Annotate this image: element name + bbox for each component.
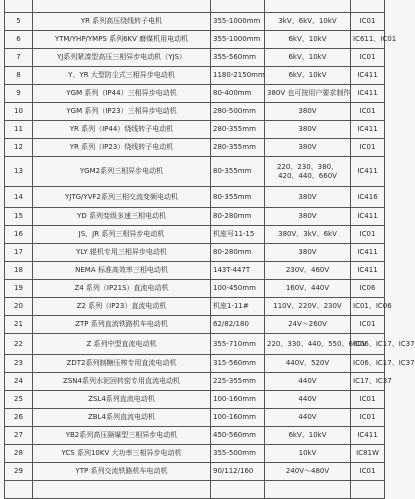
frame-size-range xyxy=(211,0,265,13)
frame-size-range: 315-560mm xyxy=(211,355,265,373)
row-number: 9 xyxy=(5,85,33,103)
table-row xyxy=(5,157,385,187)
cooling-method: IC01 xyxy=(351,226,385,244)
motor-series-name: YGM 系列（IP23）三相异步电动机 xyxy=(33,103,211,121)
row-number: 10 xyxy=(5,103,33,121)
rated-voltage: 160V、440V xyxy=(265,280,351,298)
frame-size-range: 80-280mm xyxy=(211,244,265,262)
cooling-method: IC01 xyxy=(351,463,385,481)
cooling-method: IC81W xyxy=(351,445,385,463)
motor-series-name: YGM2系列三相异步电动机 xyxy=(33,157,211,187)
cooling-method: IC411 xyxy=(351,85,385,103)
cooling-method: IC411 xyxy=(351,244,385,262)
cooling-method: IC411 xyxy=(351,427,385,445)
frame-size-range: 355-500mm xyxy=(211,445,265,463)
rated-voltage: 380V 也可按用户要求制作 xyxy=(265,85,351,103)
cooling-method: IC01 xyxy=(351,139,385,157)
table-row xyxy=(5,49,385,67)
cooling-method: IC06、IC17、IC37 xyxy=(351,355,385,373)
cooling-method: IC01、IC06 xyxy=(351,298,385,316)
frame-size-range: 机座号11-15 xyxy=(211,226,265,244)
cooling-method: IC01 xyxy=(351,409,385,427)
row-number: 19 xyxy=(5,280,33,298)
frame-size-range xyxy=(211,481,265,499)
motor-series-name: YR 系列高压绕线转子电机 xyxy=(33,13,211,31)
frame-size-range: 355-710mm xyxy=(211,334,265,355)
rated-voltage: 440V、520V xyxy=(265,355,351,373)
frame-size-range: 62/82/180 xyxy=(211,316,265,334)
table-row xyxy=(5,427,385,445)
cooling-method: IC411 xyxy=(351,157,385,187)
cooling-method: IC411 xyxy=(351,208,385,226)
row-number xyxy=(5,0,33,13)
motor-series-name: ZTP 系列直流铁路机车电动机 xyxy=(33,316,211,334)
table-row xyxy=(5,373,385,391)
rated-voltage: 220、330、440、550、660V xyxy=(265,334,351,355)
table-row xyxy=(5,262,385,280)
rated-voltage: 6kV、10kV xyxy=(265,427,351,445)
rated-voltage: 6kV、10kV xyxy=(265,67,351,85)
row-number: 25 xyxy=(5,391,33,409)
frame-size-range: 355-1000mm xyxy=(211,13,265,31)
frame-size-range: 100-160mm xyxy=(211,409,265,427)
frame-size-range: 280-355mm xyxy=(211,121,265,139)
rated-voltage: 220、230、380、420、440、660V xyxy=(265,157,351,187)
motor-series-name: YJTG/YVF2系列三相交流变频电动机 xyxy=(33,187,211,208)
cooling-method: IC01 xyxy=(351,13,385,31)
motor-series-name: YD 系列变级多速三相电动机 xyxy=(33,208,211,226)
motor-spec-table xyxy=(4,0,415,499)
row-number: 5 xyxy=(5,13,33,31)
table-row xyxy=(5,334,385,355)
cooling-method: IC411 xyxy=(351,121,385,139)
row-number: 18 xyxy=(5,262,33,280)
table-body xyxy=(5,0,415,499)
table-row xyxy=(5,244,385,262)
frame-size-range: 80-280mm xyxy=(211,208,265,226)
rated-voltage: 380V xyxy=(265,103,351,121)
rated-voltage: 110V、220V、230V xyxy=(265,298,351,316)
rated-voltage xyxy=(265,481,351,499)
motor-series-name: ZSN4系列水泥回转窑专用直流电动机 xyxy=(33,373,211,391)
motor-series-name: ZSL4系列直流电动机 xyxy=(33,391,211,409)
motor-series-name: YLY 辊机专用三相异步电动机 xyxy=(33,244,211,262)
cooling-method: IC01 xyxy=(351,103,385,121)
rated-voltage: 380V xyxy=(265,187,351,208)
motor-series-name: Y、YR 大型防尘式三相异步电动机 xyxy=(33,67,211,85)
motor-series-name: YB2系列高压隔爆型三相异步电动机 xyxy=(33,427,211,445)
frame-size-range: 1180-2150mm xyxy=(211,67,265,85)
cooling-method: IC01 xyxy=(351,391,385,409)
row-number: 6 xyxy=(5,31,33,49)
table-row xyxy=(5,463,385,481)
table-row xyxy=(5,316,385,334)
rated-voltage: 3kV、6kV、10kV xyxy=(265,13,351,31)
cooling-method: IC06 xyxy=(351,280,385,298)
rated-voltage: 380V xyxy=(265,139,351,157)
frame-size-range: 355-1000mm xyxy=(211,31,265,49)
rated-voltage: 440V xyxy=(265,373,351,391)
frame-size-range: 80-355mm xyxy=(211,157,265,187)
rated-voltage: 6kV、10kV xyxy=(265,31,351,49)
frame-size-range: 143T-447T xyxy=(211,262,265,280)
row-number: 23 xyxy=(5,355,33,373)
frame-size-range: 355-560mm xyxy=(211,49,265,67)
motor-series-name xyxy=(33,481,211,499)
cooling-method: IC411 xyxy=(351,262,385,280)
motor-series-name: YR 系列（IP23）绕线转子电动机 xyxy=(33,139,211,157)
table-row xyxy=(5,445,385,463)
row-number: 27 xyxy=(5,427,33,445)
motor-series-name: ZDT2系列制糖压榨专用直流电动机 xyxy=(33,355,211,373)
motor-series-name: JS、JR 系列三相异步电动机 xyxy=(33,226,211,244)
cooling-method: IC411 xyxy=(351,67,385,85)
motor-series-name: Z4 系列（IP21S）直流电动机 xyxy=(33,280,211,298)
table-row xyxy=(5,121,385,139)
table-row xyxy=(5,0,385,13)
table-row xyxy=(5,298,385,316)
rated-voltage: 10kV xyxy=(265,445,351,463)
table-row xyxy=(5,391,385,409)
frame-size-range: 280-355mm xyxy=(211,139,265,157)
table-row xyxy=(5,139,385,157)
rated-voltage: 380V、3kV、6kV xyxy=(265,226,351,244)
table-row xyxy=(5,85,385,103)
table-row xyxy=(5,208,385,226)
cooling-method xyxy=(351,0,385,13)
motor-series-name: ZBL4系列直流电动机 xyxy=(33,409,211,427)
frame-size-range: 80-400mm xyxy=(211,85,265,103)
table-row xyxy=(5,13,385,31)
motor-series-name: YR 系列（IP44）绕线转子电动机 xyxy=(33,121,211,139)
rated-voltage: 380V xyxy=(265,244,351,262)
row-number: 29 xyxy=(5,463,33,481)
frame-size-range: 225-355mm xyxy=(211,373,265,391)
cooling-method: IC416 xyxy=(351,187,385,208)
frame-size-range: 80-355mm xyxy=(211,187,265,208)
rated-voltage: 240V～480V xyxy=(265,463,351,481)
table-row xyxy=(5,67,385,85)
frame-size-range: 90/112/160 xyxy=(211,463,265,481)
row-number xyxy=(5,481,33,499)
cooling-method: IC01 xyxy=(351,49,385,67)
frame-size-range: 100-450mm xyxy=(211,280,265,298)
table-row xyxy=(5,409,385,427)
table-row xyxy=(5,103,385,121)
row-number: 8 xyxy=(5,67,33,85)
cooling-method: IC17、IC37 xyxy=(351,373,385,391)
table-row xyxy=(5,481,385,499)
cooling-method: IC06、IC17、IC37 xyxy=(351,334,385,355)
motor-series-name: NEMA 标准高效率三相电动机 xyxy=(33,262,211,280)
row-number: 24 xyxy=(5,373,33,391)
row-number: 17 xyxy=(5,244,33,262)
row-number: 7 xyxy=(5,49,33,67)
row-number: 20 xyxy=(5,298,33,316)
row-number: 15 xyxy=(5,208,33,226)
table-row xyxy=(5,355,385,373)
row-number: 28 xyxy=(5,445,33,463)
table-row xyxy=(5,226,385,244)
table-row xyxy=(5,187,385,208)
row-number: 12 xyxy=(5,139,33,157)
rated-voltage: 380V xyxy=(265,121,351,139)
frame-size-range: 450-560mm xyxy=(211,427,265,445)
row-number: 13 xyxy=(5,157,33,187)
rated-voltage: 440V xyxy=(265,391,351,409)
rated-voltage: 380V xyxy=(265,208,351,226)
motor-series-name: Z 系列中型直流电动机 xyxy=(33,334,211,355)
row-number: 11 xyxy=(5,121,33,139)
row-number: 16 xyxy=(5,226,33,244)
row-number: 26 xyxy=(5,409,33,427)
frame-size-range: 100-160mm xyxy=(211,391,265,409)
row-number: 22 xyxy=(5,334,33,355)
motor-series-name: YTM/YHP/YMPS 系列6KV 磨煤机用电动机 xyxy=(33,31,211,49)
rated-voltage: 440V xyxy=(265,409,351,427)
frame-size-range: 280-500mm xyxy=(211,103,265,121)
table-row xyxy=(5,280,385,298)
motor-series-name: YCS 系列10KV 大功率三相异步电动机 xyxy=(33,445,211,463)
motor-series-name: YTP 系列交流铁路机车电动机 xyxy=(33,463,211,481)
rated-voltage: 6kV、10kV xyxy=(265,49,351,67)
row-number: 21 xyxy=(5,316,33,334)
motor-series-name: YJ系列紧凑型高压三相异步电动机（YJS） xyxy=(33,49,211,67)
rated-voltage xyxy=(265,0,351,13)
cooling-method: IC01 xyxy=(351,316,385,334)
row-number: 14 xyxy=(5,187,33,208)
motor-series-name xyxy=(33,0,211,13)
cooling-method: IC611、IC01 xyxy=(351,31,385,49)
rated-voltage: 24V～260V xyxy=(265,316,351,334)
rated-voltage: 230V、460V xyxy=(265,262,351,280)
motor-series-name: Z2 系列（IP23）直流电动机 xyxy=(33,298,211,316)
motor-series-name: YGM 系列（IP44）三相异步电动机 xyxy=(33,85,211,103)
frame-size-range: 机座1-11# xyxy=(211,298,265,316)
table-row xyxy=(5,31,385,49)
cooling-method xyxy=(351,481,385,499)
